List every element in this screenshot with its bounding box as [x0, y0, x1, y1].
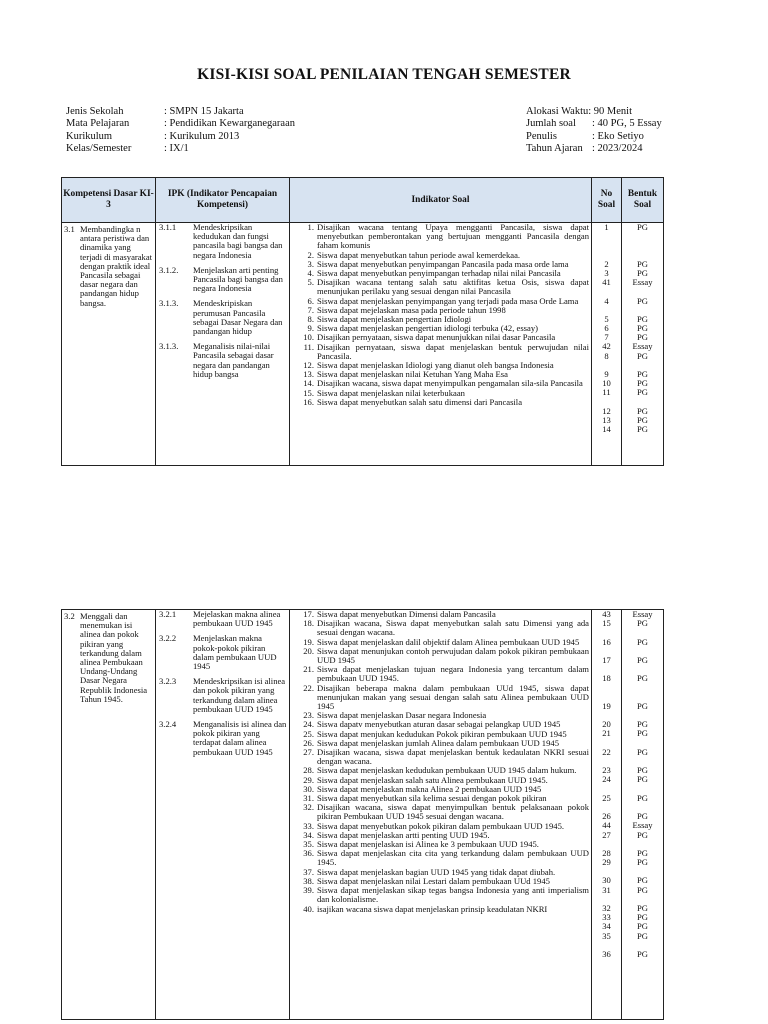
cell-value: 3 [604, 267, 609, 278]
indikator-number: 35. [303, 839, 314, 850]
indikator-number: 15. [303, 387, 314, 398]
indikator-item [290, 398, 591, 407]
cell-value: PG [637, 350, 648, 361]
cell-value: PG [637, 912, 648, 923]
indikator-cell [290, 223, 592, 466]
cell-value: PG [637, 765, 648, 776]
cell-value: 30 [602, 875, 611, 886]
info-row [66, 143, 295, 155]
indikator-text: Siswa dapat menjelaskan makna Alinea 2 pembukaan UUD 1945 [317, 783, 542, 794]
indikator-text: Siswa dapat menyebutkan penyimpangan Pancasila pada masa orde lama [317, 258, 569, 269]
indikator-number: 17. [303, 609, 314, 619]
indikator-text: Siswa dapat menjelaskan pengertian Idiologi [317, 314, 472, 325]
cell-value: 23 [602, 765, 611, 776]
cell-value: PG [637, 654, 648, 665]
indikator-item [290, 619, 591, 637]
cell-value [592, 241, 621, 250]
indikator-number: 39. [303, 885, 314, 896]
indikator-number: 25. [303, 728, 314, 739]
ipk-cell [156, 610, 290, 1020]
cell-value: 18 [602, 673, 611, 684]
indikator-text: Siswa dapat menjelaskan jumlah Alinea dalam pembukaan UUD 1945 [317, 737, 559, 748]
cell-value: PG [637, 369, 648, 379]
cell-value: PG [637, 636, 648, 647]
info-value: : 40 PG, 5 Essay [592, 118, 662, 130]
cell-value: PG [637, 930, 648, 941]
cell-value: 36 [602, 948, 611, 959]
ipk-cell [156, 223, 290, 466]
indikator-text: Disajikan pernyataan, siswa dapat menjelaskan bentuk perwujudan nilai Pancasila. [317, 341, 589, 361]
indikator-item [290, 849, 591, 867]
ipk-text: Menjelaskan makna pokok-pokok pikiran dalam pembukaan UUD 1945 [193, 633, 277, 672]
info-value: : 2023/2024 [592, 142, 643, 154]
info-row [66, 131, 295, 143]
indikator-item [290, 684, 591, 712]
indikator-text: Siswa dapat menjelaskan sikap tegas bangsa Indonesia yang anti imperialism dan kolonialisme. [317, 885, 589, 905]
indikator-number: 36. [303, 848, 314, 859]
cell-value [592, 684, 621, 693]
exam-info [526, 106, 662, 155]
ipk-number: 3.1.3. [159, 298, 179, 309]
indikator-number: 18. [303, 618, 314, 629]
cell-value: PG [637, 746, 648, 757]
ipk-number: 3.2.2 [159, 633, 177, 644]
info-row [526, 131, 662, 143]
cell-value: 14 [602, 424, 611, 435]
indikator-number: 28. [303, 765, 314, 776]
cell-value: PG [637, 387, 648, 398]
cell-value: 19 [602, 700, 611, 711]
info-value: : IX/1 [164, 142, 189, 154]
ipk-text: Menjelaskan arti penting Pancasila bagi bangsa dan negara Indonesia [193, 264, 283, 294]
cell-value: 25 [602, 792, 611, 803]
cell-value: PG [637, 332, 648, 343]
cell-value: PG [637, 424, 648, 435]
indikator-text: Siswa dapat menjukan kedudukan Pokok pikiran pembukaan UUD 1945 [317, 728, 567, 739]
indikator-text: Siswa dapat menjelaskan isi Alinea ke 3 pembukaan UUD 1945. [317, 839, 539, 850]
cell-value: PG [637, 414, 648, 425]
indikator-number: 7. [307, 304, 314, 315]
indikator-text: Siswa dapat menjelaskan pengertian idiologi terbuka (42, essay) [317, 323, 538, 334]
indikator-text: Siswa dapat menjelaskan nilai Lestari dalam pembukaan UUd 1945 [317, 875, 550, 886]
info-value: : Eko Setiyo [592, 130, 644, 142]
cell-value: PG [637, 700, 648, 711]
ipk-number: 3.1.3. [159, 341, 179, 352]
info-label: Mata Pelajaran [66, 118, 130, 130]
cell-value: 15 [602, 618, 611, 629]
indikator-number: 33. [303, 820, 314, 831]
info-row [526, 143, 662, 155]
ipk-number: 3.2.1 [159, 609, 177, 619]
indikator-number: 5. [307, 277, 314, 288]
cell-value: PG [637, 618, 648, 629]
indikator-text: Siswa dapat menyebutkan pokok pikiran dalam pembukaan UUD 1945. [317, 820, 565, 831]
ipk-item [156, 720, 289, 757]
info-label: Alokasi Waktu [526, 106, 589, 117]
indikator-text: Siswa dapat menjelaskan cita cita yang terkandung dalam pembukaan UUD 1945. [317, 848, 589, 868]
cell-value: 17 [602, 654, 611, 665]
indikator-text: isajikan wacana siswa dapat menjelaskan prinsip keadulatan NKRI [317, 903, 548, 914]
indikator-number: 16. [303, 396, 314, 407]
indikator-number: 26. [303, 737, 314, 748]
info-label: Tahun Ajaran [526, 142, 583, 154]
cell-value: 10 [602, 378, 611, 389]
cell-value: PG [637, 857, 648, 868]
table-row [62, 610, 664, 1020]
no-soal-cell [592, 223, 622, 466]
cell-value: 1 [604, 222, 609, 232]
indikator-text: Siswa dapatv menyebutkan aturan dasar sebagai pelangkap UUD 1945 [317, 719, 561, 730]
cell-value: 31 [602, 884, 611, 895]
info-value: : 90 Menit [588, 106, 632, 117]
cell-value: PG [637, 258, 648, 269]
kd-cell [62, 610, 156, 1020]
cell-value: 13 [602, 414, 611, 425]
indikator-text: Siswa dapat menjelaskan Dasar negara Indonesia [317, 710, 487, 721]
indikator-text: Siswa dapat menjelaskan Idiologi yang dianut oleh bangsa Indonesia [317, 360, 554, 371]
cell-value: 29 [602, 857, 611, 868]
kd-cell [62, 223, 156, 466]
indikator-number: 6. [307, 295, 314, 306]
cell-value: PG [637, 811, 648, 822]
cell-value: 8 [604, 350, 609, 361]
indikator-number: 23. [303, 710, 314, 721]
indikator-text: Siswa dapat menjelaskan penyimpangan yang terjadi pada masa Orde Lama [317, 295, 579, 306]
indikator-number: 31. [303, 793, 314, 804]
indikator-text: Siswa dapat menunjukan contoh perwujudan dalam pokok pikiran pembukaan UUD 1945 [317, 645, 589, 666]
cell-value: 33 [602, 912, 611, 923]
cell-value: 2 [604, 258, 609, 269]
indikator-text: Siswa dapat menjelaskan kedudukan pembukaan UUD 1945 dalam hukum. [317, 765, 577, 776]
cell-value: PG [637, 323, 648, 334]
cell-value: 24 [602, 774, 611, 785]
indikator-number: 19. [303, 636, 314, 647]
indikator-number: 3. [307, 258, 314, 269]
cell-value: PG [637, 295, 648, 306]
info-label: Kurikulum [66, 130, 113, 142]
cell-value: 41 [602, 277, 611, 288]
indikator-text: Siswa dapat menjelaskan nilai Ketuhan Yang Maha Esa [317, 369, 508, 380]
indikator-text: Siswa dapat menyebutkan tahun periode awal kemerdekaa. [317, 249, 521, 260]
indikator-item [290, 803, 591, 821]
cell-value: PG [637, 875, 648, 886]
indikator-number: 4. [307, 268, 314, 279]
table-header-row [62, 178, 664, 223]
cell-value: PG [637, 405, 648, 416]
indikator-number: 27. [303, 747, 314, 758]
indikator-item [290, 278, 591, 296]
cell-value: PG [637, 719, 648, 730]
indikator-number: 1. [307, 222, 314, 232]
kd-number: 3.2 [64, 611, 75, 621]
indikator-number: 11. [303, 341, 314, 352]
ipk-text: Meganalisis nilai-nilai Pancasila sebagai dasar negara dan pandangan hidup bangsa [193, 341, 274, 379]
indikator-text: Siswa dapat menyebutkan penyimpangan terhadap nilai nilai Pancasila [317, 268, 561, 279]
cell-value: 42 [602, 341, 611, 352]
cell-value: PG [637, 313, 648, 324]
indikator-text: Disajikan pernyataan, siswa dapat menunjukkan nilai dasar Pancasila [317, 332, 556, 343]
indikator-item [290, 665, 591, 683]
indikator-number: 21. [303, 664, 314, 675]
cell-value: Essay [632, 820, 653, 831]
indikator-item [290, 886, 591, 904]
cell-value: 26 [602, 811, 611, 822]
indikator-number: 32. [303, 802, 314, 813]
indikator-item [290, 905, 591, 914]
indikator-text: Siswa dapat menyebutkan salah satu dimensi dari Pancasila [317, 396, 523, 407]
cell-value: PG [637, 774, 648, 785]
info-label: Penulis [526, 130, 557, 142]
indikator-text: Siswa dapat menjelaskan nilai keterbukaan [317, 387, 465, 398]
cell-value: 34 [602, 921, 611, 932]
cell-value [622, 241, 663, 250]
cell-value: PG [637, 673, 648, 684]
cell-value: PG [637, 884, 648, 895]
ipk-item [156, 223, 289, 260]
cell-value: 28 [602, 847, 611, 858]
info-label: Kelas/Semester [66, 142, 132, 154]
kisi-kisi-table-1 [61, 177, 664, 466]
info-row [526, 106, 662, 118]
ipk-item [156, 299, 289, 336]
cell-value: PG [637, 847, 648, 858]
indikator-number: 10. [303, 332, 314, 343]
ipk-number: 3.2.4 [159, 719, 177, 730]
indikator-text: Siswa dapat menjelaskan salah satu Alinea pembukaan UUD 1945. [317, 774, 548, 785]
ipk-text: Mendeskripsikan isi alinea dan pokok pikiran yang terkandung dalam alinea pembukaan UUD 1945 [193, 676, 286, 714]
indikator-number: 20. [303, 645, 314, 656]
ipk-number: 3.1.1 [159, 222, 177, 232]
indikator-number: 13. [303, 369, 314, 380]
indikator-text: Disajikan wacana tentang Upaya mengganti Pancasila, siswa dapat menyebutkan pemberontakan yang bertujuan mengganti Pancasila dengan faham komunis [317, 222, 589, 251]
indikator-item [290, 748, 591, 766]
indikator-item [290, 223, 591, 251]
cell-value: 16 [602, 636, 611, 647]
ipk-number: 3.1.2. [159, 264, 179, 275]
cell-value: 6 [604, 323, 609, 334]
ipk-text: Mejelaskan makna alinea pembukaan UUD 1945 [193, 609, 281, 629]
indikator-number: 8. [307, 314, 314, 325]
info-row [66, 118, 295, 130]
header-bentuk-soal: Bentuk Soal [622, 178, 664, 223]
indikator-text: Siswa dapat mejelaskan masa pada periode tahun 1998 [317, 304, 506, 315]
cell-value: 43 [602, 609, 611, 619]
cell-value: 35 [602, 930, 611, 941]
indikator-text: Disajikan wacana, Siswa dapat menyebutkan salah satu Dimensi yang ada sesuai dengan wacana. [317, 618, 589, 638]
cell-value: 20 [602, 719, 611, 730]
indikator-text: Siswa dapat menjelaskan dalil objektif dalam Alinea pembukaan UUD 1945 [317, 636, 580, 647]
indikator-text: Siswa dapat menjelaskan bagian UUD 1945 yang tidak dapat diubah. [317, 866, 556, 877]
indikator-number: 29. [303, 774, 314, 785]
indikator-number: 22. [303, 682, 314, 693]
page-title: KISI-KISI SOAL PENILAIAN TENGAH SEMESTER [197, 66, 571, 83]
indikator-text: Disajikan wacana, siswa dapat menyimpulkan bentuk pelaksanaan pokok pikiran Pembukaan UUD 1945 sesuai dengan wacana. [317, 802, 589, 822]
indikator-text: Siswa dapat menjelaskan tujuan negara Indonesia yang tercantum dalam pembukaan UUD 1945. [317, 664, 589, 684]
indikator-number: 37. [303, 866, 314, 877]
header-indikator: Indikator Soal [290, 178, 592, 223]
indikator-number: 14. [303, 378, 314, 389]
info-row [526, 118, 662, 130]
cell-value: Essay [632, 609, 653, 619]
cell-value: Essay [632, 341, 653, 352]
cell-value: PG [637, 222, 648, 232]
cell-value [622, 684, 663, 693]
cell-value: 7 [604, 332, 609, 343]
header-kd: Kompetensi Dasar KI-3 [62, 178, 156, 223]
cell-value: PG [637, 378, 648, 389]
info-value: : Kurikulum 2013 [164, 130, 240, 142]
indikator-number: 40. [303, 903, 314, 914]
table-row [62, 223, 664, 466]
bentuk-soal-cell [622, 223, 664, 466]
cell-value: 4 [604, 295, 609, 306]
indikator-number: 38. [303, 875, 314, 886]
info-row [66, 106, 295, 118]
kisi-kisi-table-2 [61, 609, 664, 1020]
info-label: Jenis Sekolah [66, 106, 124, 117]
ipk-item [156, 342, 289, 379]
bentuk-soal-cell [622, 610, 664, 1020]
kd-text: Membandingka n antara peristiwa dan dinamika yang terjadi di masyarakat dengan praktik ideal Pancasila sebagai dasar negara dan pandangan hidup bangsa. [80, 224, 153, 308]
kd-number: 3.1 [64, 224, 75, 234]
indikator-text: Siswa dapat menyebutkan sila kelima sesuai dengan pokok pikiran [317, 793, 547, 804]
header-no-soal: No Soal [592, 178, 622, 223]
cell-value: 11 [602, 387, 611, 398]
cell-value: 22 [602, 746, 611, 757]
cell-value: 21 [602, 728, 611, 739]
cell-value: PG [637, 267, 648, 278]
info-value: : SMPN 15 Jakarta [164, 106, 244, 117]
ipk-number: 3.2.3 [159, 676, 177, 687]
ipk-item [156, 677, 289, 714]
ipk-text: Mendeskripiskan perumusan Pancasila sebagai Dasar Negara dan pandangan hidup [193, 298, 283, 337]
indikator-number: 9. [307, 323, 314, 334]
cell-value: PG [637, 829, 648, 840]
ipk-text: Mendeskripsikan kedudukan dan fungsi pancasila bagi bangsa dan negara Indonesia [193, 222, 283, 260]
cell-value: 5 [604, 313, 609, 324]
cell-value: 12 [602, 405, 611, 416]
indikator-text: Disajikan beberapa makna dalam pembukaan UUd 1945, siswa dapat menunjukan makan yang sesuai dengan salah satu Alinea pembukaan UUD 1945 [317, 682, 589, 712]
cell-value: PG [637, 792, 648, 803]
indikator-text: Disajikan wacana, siswa dapat menjelaskan bentuk kedaulatan NKRI sesuai dengan wacana. [317, 747, 589, 767]
info-value: : Pendidikan Kewarganegaraan [164, 118, 296, 130]
cell-value: PG [637, 903, 648, 913]
indikator-cell [290, 610, 592, 1020]
indikator-number: 2. [307, 249, 314, 260]
cell-value: 9 [604, 369, 609, 379]
ipk-text: Menganalisis isi alinea dan pokok pikiran yang terdapat dalam alinea pembukaan UUD 1945 [193, 719, 287, 757]
indikator-number: 24. [303, 719, 314, 730]
indikator-text: Siswa dapat menyebutkan Dimensi dalam Pancasila [317, 609, 496, 619]
cell-value: 27 [602, 829, 611, 840]
cell-value: PG [637, 948, 648, 959]
indikator-text: Siswa dapat menjelaskan artti penting UUD 1945. [317, 829, 490, 840]
indikator-number: 12. [303, 360, 314, 371]
school-info [66, 106, 295, 155]
header-ipk: IPK (Indikator Pencapaian Kompetensi) [156, 178, 290, 223]
ipk-item [156, 634, 289, 671]
no-soal-cell [592, 610, 622, 1020]
ipk-item [156, 610, 289, 628]
cell-value: PG [637, 921, 648, 932]
cell-value [622, 232, 663, 241]
indikator-text: Disajikan wacana, siswa dapat menyimpulkan pengamalan sila-sila Pancasila [317, 378, 583, 389]
cell-value: 44 [602, 820, 611, 831]
kd-text: Menggali dan menemukan isi alinea dan pokok pikiran yang terkandung dalam alinea Pembukaan Undang-Undang Dasar Negara Republik Indonesia Tahun 1945. [80, 611, 148, 704]
cell-value [592, 232, 621, 241]
indikator-text: Disajikan wacana tentang salah satu aktifitas ketua Osis, siswa dapat menunjukan perilaku yang sesuai dengan nilai Pancasila [317, 277, 589, 297]
indikator-item [290, 647, 591, 665]
indikator-number: 34. [303, 829, 314, 840]
ipk-item [156, 266, 289, 294]
indikator-item [290, 343, 591, 361]
cell-value: PG [637, 728, 648, 739]
cell-value: 32 [602, 903, 611, 913]
indikator-number: 30. [303, 783, 314, 794]
info-label: Jumlah soal [526, 118, 576, 130]
cell-value: Essay [632, 277, 653, 288]
